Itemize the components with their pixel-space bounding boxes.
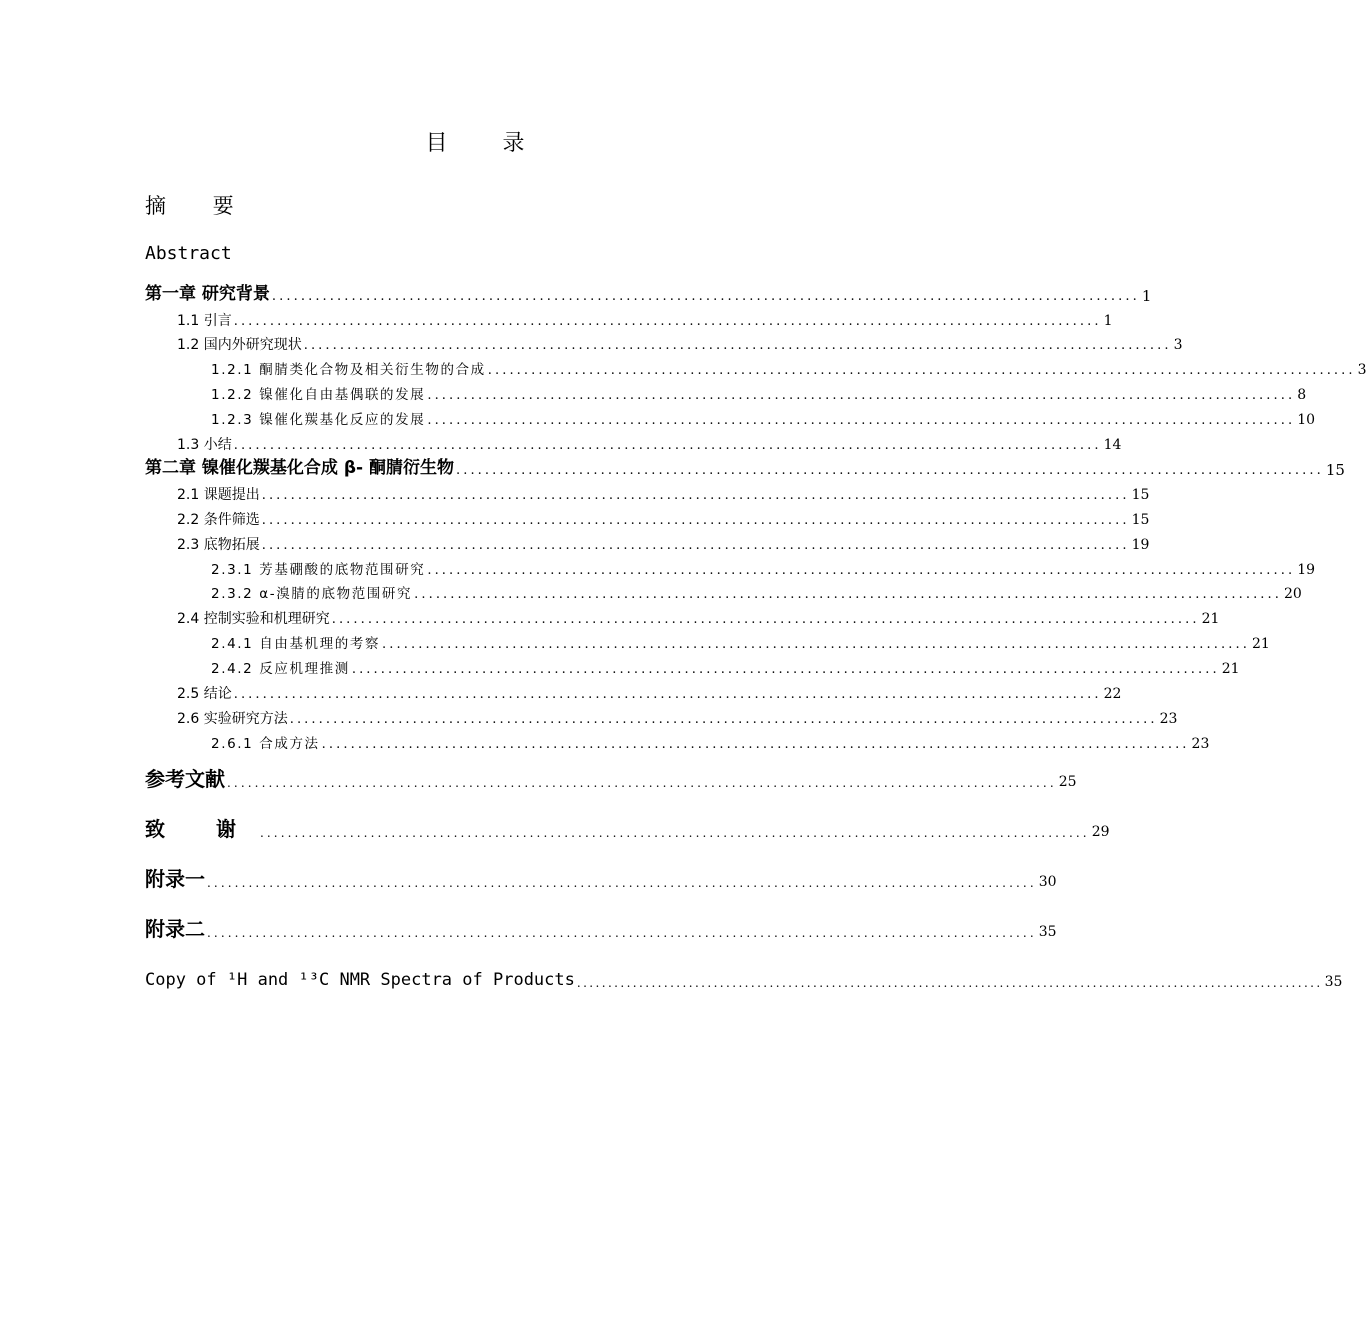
dot-leader: ........................................................................................................................ — [233, 686, 1102, 702]
toc-entry-2-2[interactable] — [177, 504, 1150, 528]
toc-entry-2-1[interactable] — [177, 479, 1150, 503]
toc-entry-appendix-2[interactable] — [145, 912, 1057, 941]
toc-entry-chapter-2[interactable] — [145, 454, 1345, 479]
dot-leader: ........................................................................................................................ — [259, 825, 1090, 840]
dot-leader: ........................................................................................................................ — [455, 462, 1324, 478]
toc-title: 目 录 — [425, 131, 549, 156]
toc-entry-1-2-1[interactable] — [211, 354, 1367, 379]
toc-entry-page: 14 — [1103, 436, 1122, 453]
toc-entry-page: 29 — [1091, 823, 1110, 840]
toc-entry-label: Copy of ¹H and ¹³C NMR Spectra of Products — [145, 970, 575, 991]
toc-entry-1-2[interactable] — [177, 329, 1183, 353]
toc-entry-label: 2.3.1 芳基硼酸的底物范围研究 — [211, 562, 426, 579]
toc-entry-page: 3 — [1173, 336, 1183, 353]
toc-entry-page: 35 — [1038, 923, 1057, 940]
toc-entry-page: 21 — [1201, 610, 1220, 627]
dot-leader: ........................................................................................................................ — [303, 337, 1172, 353]
toc-entry-label: 1.3 小结 — [177, 436, 232, 453]
toc-entry-label: 2.6 实验研究方法 — [177, 710, 288, 727]
toc-entry-page: 35 — [1324, 973, 1343, 990]
toc-entry-label: 2.4 控制实验和机理研究 — [177, 610, 330, 627]
toc-entry-label: 2.6.1 合成方法 — [211, 736, 320, 753]
dot-leader: ........................................................................................................................ — [233, 437, 1102, 453]
dot-leader: ........................................................................................................................ — [351, 661, 1220, 677]
toc-entry-label: 1.2 国内外研究现状 — [177, 336, 302, 353]
dot-leader: ........................................................................................................................ — [233, 313, 1102, 329]
toc-entry-2-4-1[interactable] — [211, 628, 1270, 653]
dot-leader: ........................................................................................................................ — [227, 775, 1057, 790]
toc-entry-2-3[interactable] — [177, 529, 1150, 553]
dot-leader: ........................................................................................................................ — [427, 387, 1296, 403]
toc-entry-1-2-2[interactable] — [211, 379, 1307, 404]
toc-entry-page: 22 — [1103, 685, 1122, 702]
dot-leader: ........................................................................................................................ — [427, 562, 1296, 578]
toc-entry-2-3-2[interactable] — [211, 578, 1302, 603]
toc-entry-2-6-1[interactable] — [211, 728, 1210, 753]
toc-entry-2-5[interactable] — [177, 678, 1122, 702]
dot-leader: ........................................................................................................................ — [261, 487, 1130, 503]
toc-abstract-cn[interactable]: 摘 要 — [145, 194, 254, 218]
toc-entry-label: 致 谢 — [145, 817, 258, 841]
toc-entry-chapter-1[interactable] — [145, 280, 1152, 305]
toc-entry-nmr-spectra[interactable] — [145, 964, 1343, 991]
toc-entry-acknowledgements[interactable] — [145, 812, 1110, 841]
toc-entry-page: 1 — [1141, 286, 1152, 305]
toc-entry-page: 30 — [1038, 873, 1057, 890]
toc-entry-label: 附录一 — [145, 867, 205, 891]
toc-entry-page: 1 — [1103, 312, 1113, 329]
toc-entry-label: 第一章 研究背景 — [145, 284, 270, 305]
dot-leader: ........................................................................................................................ — [321, 736, 1190, 752]
toc-entry-page: 23 — [1159, 710, 1178, 727]
dot-leader: ........................................................................................................................ — [576, 975, 1323, 990]
toc-entry-1-2-3[interactable] — [211, 404, 1316, 429]
dot-leader: ........................................................................................................................ — [207, 925, 1037, 940]
toc-entry-page: 15 — [1131, 486, 1150, 503]
toc-entry-label: 2.3.2 α-溴腈的底物范围研究 — [211, 586, 413, 603]
toc-entry-2-4-2[interactable] — [211, 653, 1240, 678]
toc-entry-page: 23 — [1191, 735, 1210, 752]
dot-leader: ........................................................................................................................ — [487, 362, 1356, 378]
toc-entry-1-1[interactable] — [177, 305, 1113, 329]
dot-leader: ........................................................................................................................ — [331, 611, 1200, 627]
toc-entry-page: 3 — [1357, 361, 1367, 378]
toc-entry-page: 21 — [1221, 660, 1240, 677]
dot-leader: ........................................................................................................................ — [289, 711, 1158, 727]
dot-leader: ........................................................................................................................ — [382, 636, 1250, 652]
toc-entry-2-4[interactable] — [177, 603, 1220, 627]
toc-entry-label: 2.1 课题提出 — [177, 486, 260, 503]
dot-leader: ........................................................................................................................ — [427, 412, 1296, 428]
dot-leader: ........................................................................................................................ — [414, 586, 1283, 602]
toc-entry-page: 19 — [1297, 561, 1316, 578]
toc-entry-page: 10 — [1297, 411, 1316, 428]
toc-entry-label: 2.3 底物拓展 — [177, 536, 260, 553]
toc-entry-label: 2.4.2 反应机理推测 — [211, 661, 350, 678]
dot-leader: ........................................................................................................................ — [261, 537, 1130, 553]
toc-entry-page: 25 — [1058, 773, 1077, 790]
toc-entry-page: 20 — [1284, 585, 1302, 602]
dot-leader: ........................................................................................................................ — [261, 512, 1130, 528]
toc-entry-label: 2.4.1 自由基机理的考察 — [211, 636, 381, 653]
toc-abstract-en[interactable]: Abstract — [145, 243, 232, 264]
dot-leader: ........................................................................................................................ — [271, 288, 1140, 304]
dot-leader: ........................................................................................................................ — [207, 875, 1037, 890]
toc-entry-label: 参考文献 — [145, 767, 225, 791]
toc-entry-page: 15 — [1131, 511, 1150, 528]
toc-entry-label: 附录二 — [145, 917, 205, 941]
toc-entry-2-3-1[interactable] — [211, 554, 1316, 579]
toc-entry-label: 1.2.1 酮腈类化合物及相关衍生物的合成 — [211, 362, 486, 379]
toc-entry-page: 19 — [1131, 536, 1150, 553]
toc-entry-label: 1.1 引言 — [177, 312, 232, 329]
toc-entry-label: 2.2 条件筛选 — [177, 511, 260, 528]
toc-entry-label: 2.5 结论 — [177, 685, 232, 702]
toc-entry-label: 1.2.3 镍催化羰基化反应的发展 — [211, 412, 426, 429]
toc-entry-1-3[interactable] — [177, 429, 1122, 453]
toc-entry-page: 15 — [1325, 460, 1345, 479]
toc-entry-label: 1.2.2 镍催化自由基偶联的发展 — [211, 387, 426, 404]
toc-entry-page: 21 — [1251, 635, 1270, 652]
toc-entry-label: 第二章 镍催化羰基化合成 β- 酮腈衍生物 — [145, 458, 454, 479]
toc-entry-appendix-1[interactable] — [145, 862, 1057, 891]
toc-entry-references[interactable] — [145, 762, 1077, 791]
toc-entry-page: 8 — [1297, 386, 1307, 403]
toc-entry-2-6[interactable] — [177, 703, 1178, 727]
